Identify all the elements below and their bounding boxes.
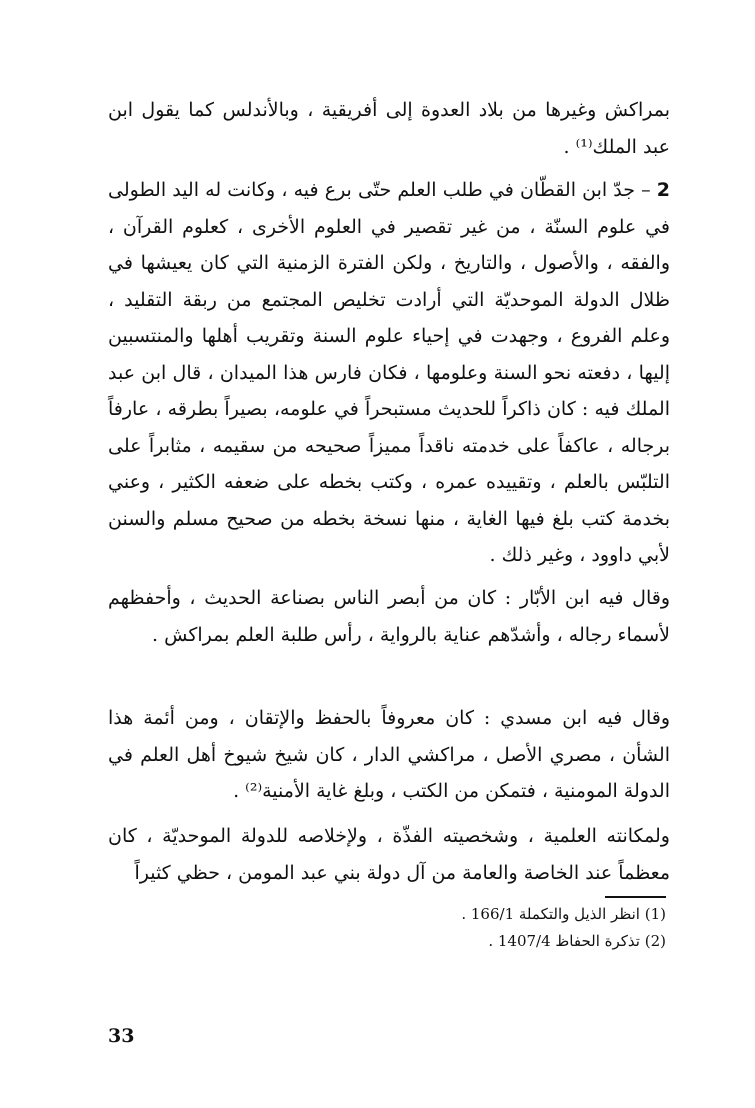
footnote-2: (2) تذكرة الحفاظ 1407/4 . (488, 932, 666, 950)
section-number: 2 (656, 179, 670, 201)
footnote-1: (1) انظر الذيل والتكملة 166/1 . (461, 905, 666, 923)
footnote-divider (605, 896, 666, 898)
paragraph-text: – جدّ ابن القطّان في طلب العلم حتّى برع فيه ، وكانت له اليد الطولى في علوم السنّة ، من غير تقصير في العلوم الأخرى ، كعلوم القرآن ، والفقه ، والأصول ، والتاريخ ، ولكن الفترة الزمنية التي كان يعيشها في ظلال الدولة الموحديّة التي أرادت تخليص المجتمع من ربقة التقليد ، وعلم الفروع ، وجهدت في إحياء علوم السنة وتقريب أهلها والمنتسبين إليها ، دفعته نحو السنة وعلومها ، فكان فارس هذا الميدان ، قال ابن عبد الملك فيه : كان ذاكراً للحديث مستبحراً في علومه، بصيراً بطرقه ، عارفاً برجاله ، عاكفاً على خدمته ناقداً مميزاً صحيحه من سقيمه ، مثابراً على التلبّس بالعلم ، وتقييده عمره ، وكتب بخطه على ضعفه الكثير ، وعني بخدمة كتب بلغ فيها الغاية ، منها نسخة بخطه من صحيح مسلم والسنن لأبي داوود ، وغير ذلك . (108, 179, 670, 566)
page-number: 33 (108, 1025, 135, 1047)
paragraph-4 (108, 700, 670, 810)
paragraph-text: وقال فيه ابن مسدي : كان معروفاً بالحفظ والإتقان ، ومن أئمة هذا الشأن ، مصري الأصل ، مراكشي الدار ، كان شيخ شيوخ أهل العلم في الدولة المومنية ، فتمكن من الكتب ، وبلغ غاية الأمنية⁽²⁾ . (108, 707, 670, 802)
paragraph-text: ولمكانته العلمية ، وشخصيته الفذّة ، ولإخلاصه للدولة الموحديّة ، كان معظماً عند الخاصة والعامة من آل دولة بني عبد المومن ، حظي كثيراً (108, 825, 670, 884)
paragraph-2 (108, 172, 670, 574)
paragraph-5 (108, 818, 670, 891)
paragraph-text: بمراكش وغيرها من بلاد العدوة إلى أفريقية ، وبالأندلس كما يقول ابن عبد الملك⁽¹⁾ . (108, 99, 670, 158)
paragraph-1 (108, 92, 670, 165)
paragraph-3 (108, 580, 670, 653)
paragraph-text: وقال فيه ابن الأبّار : كان من أبصر الناس بصناعة الحديث ، وأحفظهم لأسماء رجاله ، وأشدّهم عناية بالرواية ، رأس طلبة العلم بمراكش . (108, 587, 670, 646)
